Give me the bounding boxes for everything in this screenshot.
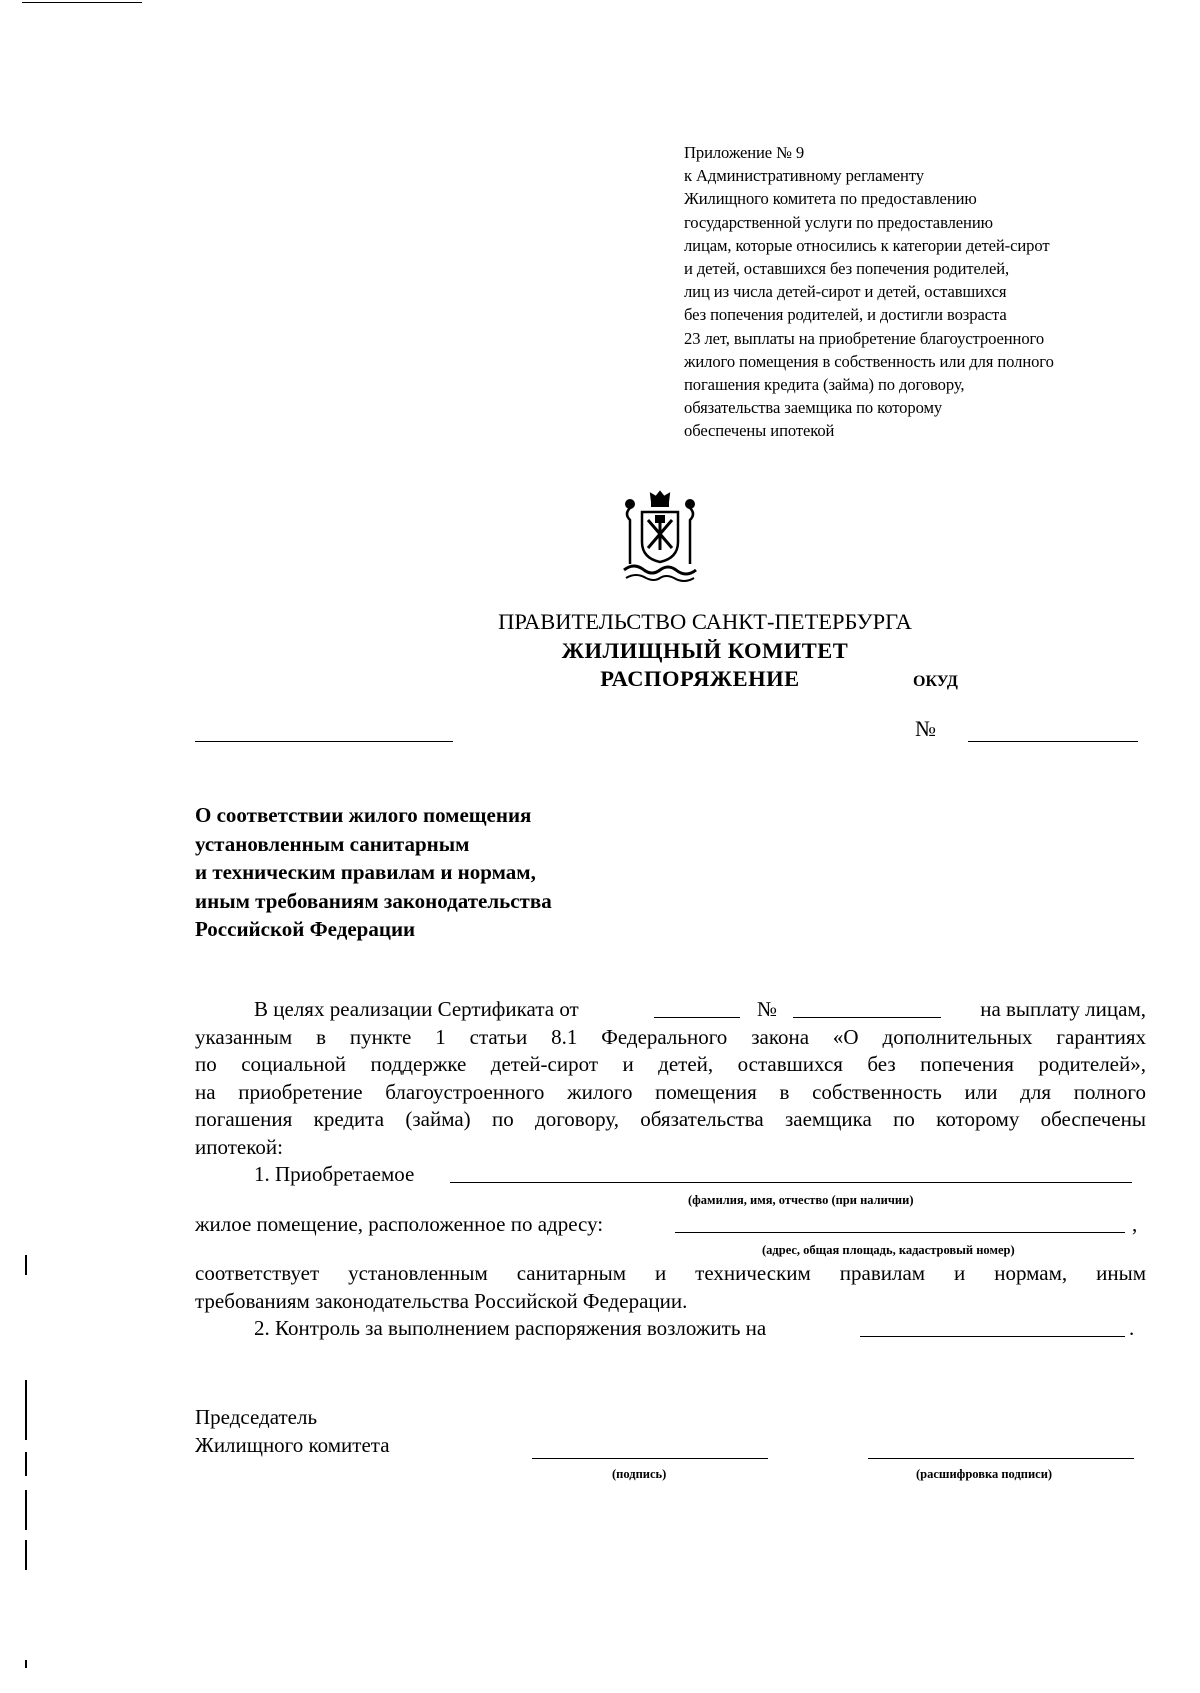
body-line	[195, 1161, 1146, 1189]
fio-field[interactable]	[450, 1164, 1132, 1183]
body-text: на выплату лицам,	[980, 997, 1146, 1021]
address-caption: (адрес, общая площадь, кадастровый номер)	[762, 1243, 1015, 1257]
scan-edge-mark	[25, 1255, 27, 1275]
document-subject	[195, 801, 715, 944]
body-line: указанным в пункте 1 статьи 8.1 Федерального закона «О дополнительных гарантиях	[195, 1024, 1146, 1049]
body-line: погашения кредита (займа) по договору, обязательства заемщика по которому обеспечены	[195, 1107, 1146, 1131]
signature-line	[532, 1458, 768, 1459]
body-line: ипотекой:	[195, 1134, 283, 1159]
number-sign: №	[915, 716, 936, 741]
address-field[interactable]	[675, 1214, 1125, 1233]
signatory-title: Председатель	[195, 1405, 318, 1429]
subject-line: установленным санитарным	[195, 831, 470, 856]
certificate-number-field[interactable]	[793, 999, 941, 1018]
body-text: В целях реализации Сертификата от	[254, 997, 579, 1021]
annex-line: без попечения родителей, и достигли возраста	[684, 305, 1007, 325]
annex-line: к Административному регламенту	[684, 166, 924, 186]
scan-edge-mark	[25, 1380, 27, 1440]
annex-line: обязательства заемщика по которому	[684, 398, 943, 418]
annex-line: государственной услуги по предоставлению	[684, 212, 993, 232]
date-blank-line	[195, 741, 453, 742]
body-text: 1. Приобретаемое	[254, 1162, 415, 1186]
annex-line: обеспечены ипотекой	[684, 421, 835, 441]
signatory-committee: Жилищного комитета	[195, 1433, 390, 1457]
body-line	[195, 1315, 1146, 1343]
coat-of-arms-icon	[620, 488, 700, 584]
body-text: жилое помещение, расположенное по адресу:	[195, 1211, 604, 1236]
government-name: ПРАВИТЕЛЬСТВО САНКТ-ПЕТЕРБУРГА	[498, 609, 912, 634]
body-text: 2. Контроль за выполнением распоряжения возложить на	[254, 1316, 767, 1340]
annex-line: Приложение № 9	[684, 143, 805, 162]
scan-edge-mark	[25, 1660, 27, 1668]
annex-line: лиц из числа детей-сирот и детей, оставшихся	[684, 282, 1007, 302]
body-text: №	[757, 997, 778, 1021]
body-line: требованиям законодательства Российской Федерации.	[195, 1288, 688, 1313]
certificate-date-field[interactable]	[654, 999, 740, 1018]
annex-line: жилого помещения в собственность или для полного	[684, 351, 1054, 371]
body-line: по социальной поддержке детей-сирот и детей, оставшихся без попечения родителей»,	[195, 1052, 1146, 1076]
scan-edge-mark	[25, 1452, 27, 1476]
scan-edge-mark	[25, 1490, 27, 1530]
body-text: ,	[1132, 1211, 1138, 1236]
signature-decode-line	[868, 1458, 1134, 1459]
annex-line: и детей, оставшихся без попечения родителей,	[684, 259, 1010, 279]
document-body	[195, 996, 1146, 1343]
document-type: РАСПОРЯЖЕНИЕ	[600, 666, 800, 691]
body-line	[195, 996, 1146, 1024]
body-text: .	[1129, 1316, 1135, 1340]
signature-caption: (подпись)	[612, 1467, 667, 1481]
body-line: на приобретение благоустроенного жилого помещения в собственность или для полного	[195, 1079, 1146, 1104]
number-blank-line	[968, 741, 1138, 742]
subject-line: иным требованиям законодательства	[195, 888, 552, 913]
subject-line: Российской Федерации	[195, 917, 416, 941]
scan-edge-mark	[25, 1540, 27, 1570]
committee-name: ЖИЛИЩНЫЙ КОМИТЕТ	[561, 638, 849, 663]
fio-caption: (фамилия, имя, отчество (при наличии)	[688, 1192, 914, 1207]
okud-label: ОКУД	[913, 673, 958, 690]
responsible-person-field[interactable]	[860, 1318, 1125, 1337]
body-line	[195, 1211, 1146, 1239]
subject-line: и техническим правилам и нормам,	[195, 860, 536, 884]
scan-top-mark	[22, 2, 142, 3]
annex-line: 23 лет, выплаты на приобретение благоустроенного	[684, 328, 1045, 348]
annex-line: погашения кредита (займа) по договору,	[684, 375, 965, 395]
annex-line: Жилищного комитета по предоставлению	[684, 189, 977, 209]
annex-line: лицам, которые относились к категории детей-сирот	[684, 235, 1050, 255]
annex-reference	[684, 141, 1154, 443]
signature-decode-caption: (расшифровка подписи)	[916, 1467, 1053, 1481]
body-line: соответствует установленным санитарным и техническим правилам и нормам, иным	[195, 1261, 1146, 1285]
subject-line: О соответствии жилого помещения	[195, 803, 532, 827]
